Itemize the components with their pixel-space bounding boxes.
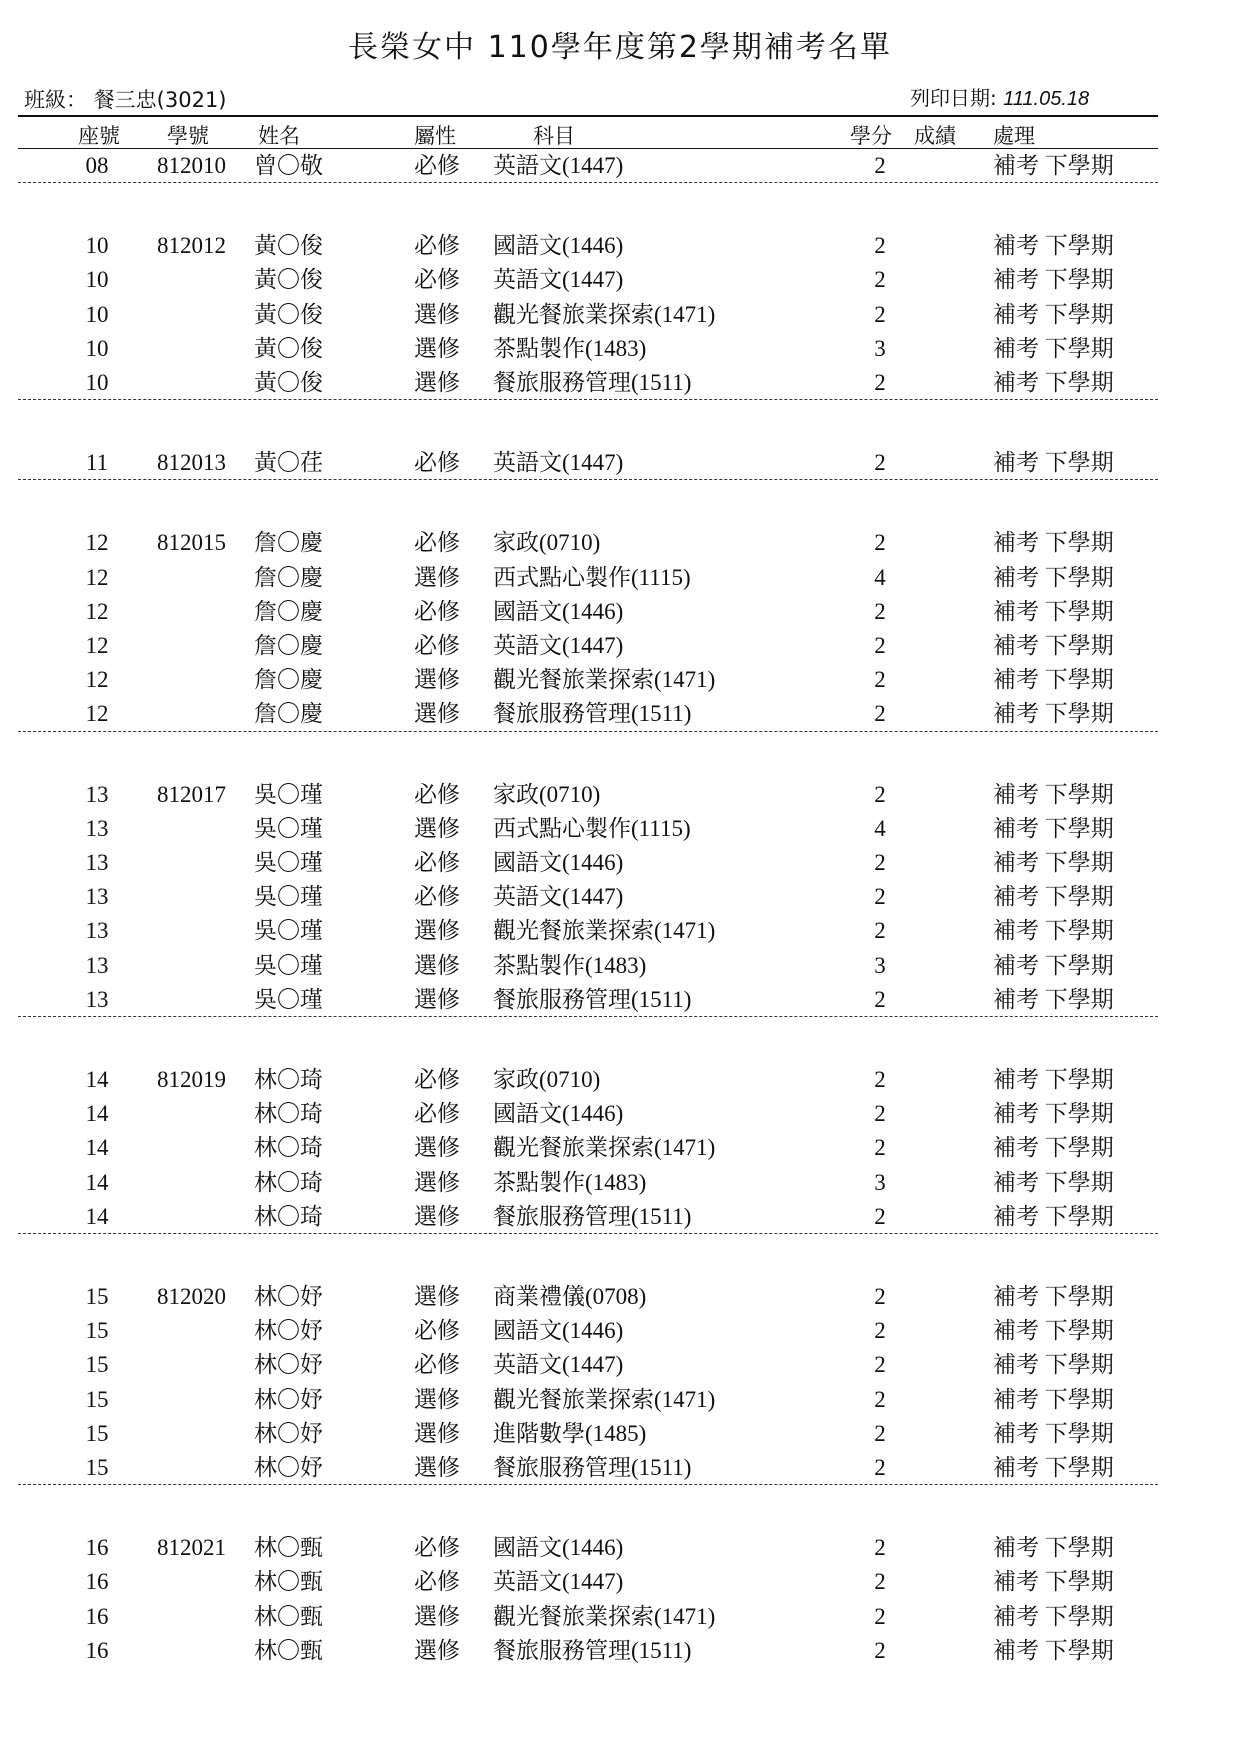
table-row	[0, 699, 1240, 729]
attribute-cell: 必修	[414, 1352, 460, 1378]
name-cell: 林〇妤	[254, 1386, 323, 1412]
group-separator	[18, 182, 1158, 183]
subject-cell: 英語文(1447)	[493, 884, 624, 910]
name-cell: 林〇琦	[254, 1101, 323, 1127]
subject-cell: 餐旅服務管理(1511)	[493, 1203, 692, 1229]
attribute-cell: 必修	[414, 530, 460, 556]
seat-cell: 13	[85, 781, 109, 807]
credits-cell: 2	[874, 1135, 886, 1161]
attribute-cell: 必修	[414, 153, 460, 178]
table-row	[0, 1168, 1240, 1198]
header-seat: 座號	[78, 124, 120, 148]
seat-cell: 16	[85, 1569, 109, 1595]
credits-cell: 2	[874, 1067, 886, 1092]
subject-cell: 西式點心製作(1115)	[493, 564, 691, 590]
attribute-cell: 選修	[414, 1203, 460, 1229]
group-separator	[18, 1016, 1158, 1017]
subject-cell: 國語文(1446)	[493, 850, 624, 875]
name-cell: 吳〇瑾	[254, 781, 323, 807]
attribute-cell: 必修	[414, 884, 460, 910]
process-cell: 補考 下學期	[993, 450, 1114, 476]
table-row	[0, 814, 1240, 844]
seat-cell: 14	[85, 1203, 109, 1229]
table-row	[0, 563, 1240, 593]
header-bottom-rule	[18, 148, 1158, 149]
seat-cell: 10	[85, 335, 109, 361]
group-separator	[18, 479, 1158, 480]
seat-cell: 13	[85, 918, 109, 944]
table-row	[0, 448, 1240, 478]
subject-cell: 英語文(1447)	[493, 267, 624, 293]
group-separator	[18, 399, 1158, 400]
table-row	[0, 528, 1240, 558]
student-id-cell: 812010	[157, 153, 226, 178]
subject-cell: 觀光餐旅業探索(1471)	[493, 301, 716, 327]
group-separator	[18, 731, 1158, 732]
class-label: 班級： 餐三忠(3021)	[24, 88, 227, 112]
subject-cell: 餐旅服務管理(1511)	[493, 986, 692, 1012]
header-name: 姓名	[258, 124, 300, 148]
credits-cell: 2	[874, 701, 886, 727]
process-cell: 補考 下學期	[993, 1455, 1114, 1480]
name-cell: 林〇甄	[254, 1603, 323, 1629]
seat-cell: 12	[85, 564, 109, 590]
process-cell: 補考 下學期	[993, 1637, 1114, 1663]
process-cell: 補考 下學期	[993, 1535, 1114, 1561]
table-row	[0, 780, 1240, 810]
attribute-cell: 選修	[414, 918, 460, 944]
name-cell: 林〇甄	[254, 1637, 323, 1663]
table-row	[0, 1316, 1240, 1346]
credits-cell: 4	[874, 815, 886, 841]
credits-cell: 2	[874, 633, 886, 658]
page-title: 長榮女中 110學年度第2學期補考名單	[348, 30, 892, 65]
name-cell: 詹〇慶	[254, 564, 323, 590]
process-cell: 補考 下學期	[993, 153, 1114, 178]
table-row	[0, 665, 1240, 695]
credits-cell: 3	[874, 335, 886, 361]
seat-cell: 15	[85, 1420, 109, 1446]
student-id-cell: 812021	[157, 1535, 226, 1561]
subject-cell: 商業禮儀(0708)	[493, 1284, 647, 1309]
credits-cell: 2	[874, 918, 886, 944]
seat-cell: 14	[85, 1067, 109, 1092]
seat-cell: 16	[85, 1637, 109, 1663]
attribute-cell: 選修	[414, 1135, 460, 1161]
name-cell: 吳〇瑾	[254, 986, 323, 1012]
credits-cell: 3	[874, 1169, 886, 1195]
process-cell: 補考 下學期	[993, 1169, 1114, 1195]
subject-cell: 國語文(1446)	[493, 598, 624, 624]
name-cell: 林〇琦	[254, 1135, 323, 1161]
subject-cell: 西式點心製作(1115)	[493, 815, 691, 841]
seat-cell: 10	[85, 370, 109, 395]
process-cell: 補考 下學期	[993, 850, 1114, 875]
table-row	[0, 985, 1240, 1015]
table-row	[0, 1133, 1240, 1163]
process-cell: 補考 下學期	[993, 1603, 1114, 1629]
name-cell: 林〇妤	[254, 1284, 323, 1309]
credits-cell: 2	[874, 153, 886, 178]
attribute-cell: 選修	[414, 701, 460, 727]
name-cell: 林〇琦	[254, 1203, 323, 1229]
name-cell: 林〇琦	[254, 1169, 323, 1195]
seat-cell: 12	[85, 701, 109, 727]
process-cell: 補考 下學期	[993, 781, 1114, 807]
seat-cell: 11	[85, 450, 109, 476]
attribute-cell: 選修	[414, 1284, 460, 1309]
name-cell: 吳〇瑾	[254, 952, 323, 978]
table-row	[0, 368, 1240, 398]
table-row	[0, 848, 1240, 878]
subject-cell: 英語文(1447)	[493, 633, 624, 658]
table-row	[0, 1099, 1240, 1129]
subject-cell: 茶點製作(1483)	[493, 335, 647, 361]
table-row	[0, 1065, 1240, 1095]
header-attribute: 屬性	[414, 124, 456, 148]
process-cell: 補考 下學期	[993, 267, 1114, 293]
process-cell: 補考 下學期	[993, 701, 1114, 727]
seat-cell: 10	[85, 267, 109, 293]
credits-cell: 2	[874, 1603, 886, 1629]
credits-cell: 2	[874, 267, 886, 293]
attribute-cell: 必修	[414, 1535, 460, 1561]
table-row	[0, 334, 1240, 364]
group-separator	[18, 1233, 1158, 1234]
attribute-cell: 選修	[414, 1603, 460, 1629]
table-row	[0, 1602, 1240, 1632]
credits-cell: 2	[874, 781, 886, 807]
seat-cell: 14	[85, 1135, 109, 1161]
name-cell: 吳〇瑾	[254, 815, 323, 841]
credits-cell: 2	[874, 1535, 886, 1561]
subject-cell: 觀光餐旅業探索(1471)	[493, 1135, 716, 1161]
seat-cell: 10	[85, 301, 109, 327]
table-row	[0, 231, 1240, 261]
attribute-cell: 必修	[414, 633, 460, 658]
seat-cell: 16	[85, 1535, 109, 1561]
process-cell: 補考 下學期	[993, 1284, 1114, 1309]
process-cell: 補考 下學期	[993, 1067, 1114, 1092]
seat-cell: 15	[85, 1284, 109, 1309]
process-cell: 補考 下學期	[993, 884, 1114, 910]
name-cell: 黃〇俊	[254, 370, 323, 395]
group-separator	[18, 1484, 1158, 1485]
name-cell: 林〇妤	[254, 1318, 323, 1344]
credits-cell: 2	[874, 301, 886, 327]
subject-cell: 英語文(1447)	[493, 153, 624, 178]
table-row	[0, 300, 1240, 330]
attribute-cell: 必修	[414, 267, 460, 293]
table-row	[0, 597, 1240, 627]
credits-cell: 2	[874, 450, 886, 476]
process-cell: 補考 下學期	[993, 370, 1114, 395]
attribute-cell: 選修	[414, 370, 460, 395]
table-header	[0, 120, 1240, 148]
student-id-cell: 812013	[157, 450, 226, 476]
seat-cell: 13	[85, 952, 109, 978]
subject-cell: 觀光餐旅業探索(1471)	[493, 1386, 716, 1412]
subject-cell: 餐旅服務管理(1511)	[493, 1637, 692, 1663]
subject-cell: 家政(0710)	[493, 1067, 601, 1092]
credits-cell: 2	[874, 986, 886, 1012]
attribute-cell: 必修	[414, 233, 460, 259]
header-top-rule	[18, 115, 1158, 117]
header-credits: 學分	[850, 124, 892, 148]
subject-cell: 餐旅服務管理(1511)	[493, 701, 692, 727]
name-cell: 詹〇慶	[254, 633, 323, 658]
print-date-label: 列印日期:	[910, 86, 997, 110]
process-cell: 補考 下學期	[993, 986, 1114, 1012]
name-cell: 黃〇荏	[254, 450, 323, 476]
name-cell: 詹〇慶	[254, 701, 323, 727]
header-subject: 科目	[533, 124, 575, 148]
seat-cell: 13	[85, 850, 109, 875]
name-cell: 黃〇俊	[254, 301, 323, 327]
attribute-cell: 必修	[414, 1569, 460, 1595]
credits-cell: 2	[874, 850, 886, 875]
subject-cell: 國語文(1446)	[493, 233, 624, 259]
attribute-cell: 選修	[414, 1455, 460, 1480]
attribute-cell: 選修	[414, 1420, 460, 1446]
print-date	[910, 82, 1089, 111]
process-cell: 補考 下學期	[993, 952, 1114, 978]
seat-cell: 14	[85, 1169, 109, 1195]
attribute-cell: 必修	[414, 1101, 460, 1127]
seat-cell: 12	[85, 667, 109, 693]
attribute-cell: 選修	[414, 1169, 460, 1195]
process-cell: 補考 下學期	[993, 598, 1114, 624]
table-row	[0, 1636, 1240, 1666]
subject-cell: 餐旅服務管理(1511)	[493, 370, 692, 395]
process-cell: 補考 下學期	[993, 1203, 1114, 1229]
name-cell: 黃〇俊	[254, 335, 323, 361]
credits-cell: 2	[874, 233, 886, 259]
credits-cell: 2	[874, 1101, 886, 1127]
seat-cell: 10	[85, 233, 109, 259]
subject-cell: 餐旅服務管理(1511)	[493, 1455, 692, 1480]
credits-cell: 3	[874, 952, 886, 978]
attribute-cell: 必修	[414, 1067, 460, 1092]
attribute-cell: 選修	[414, 301, 460, 327]
attribute-cell: 選修	[414, 986, 460, 1012]
name-cell: 林〇妤	[254, 1420, 323, 1446]
name-cell: 吳〇瑾	[254, 850, 323, 875]
student-id-cell: 812015	[157, 530, 226, 556]
credits-cell: 2	[874, 1420, 886, 1446]
credits-cell: 2	[874, 370, 886, 395]
subject-cell: 茶點製作(1483)	[493, 952, 647, 978]
seat-cell: 15	[85, 1318, 109, 1344]
seat-cell: 12	[85, 530, 109, 556]
subject-cell: 觀光餐旅業探索(1471)	[493, 918, 716, 944]
process-cell: 補考 下學期	[993, 1318, 1114, 1344]
name-cell: 黃〇俊	[254, 233, 323, 259]
name-cell: 林〇妤	[254, 1455, 323, 1480]
name-cell: 林〇妤	[254, 1352, 323, 1378]
credits-cell: 2	[874, 530, 886, 556]
name-cell: 吳〇瑾	[254, 884, 323, 910]
table-row	[0, 265, 1240, 295]
subject-cell: 家政(0710)	[493, 781, 601, 807]
seat-cell: 14	[85, 1101, 109, 1127]
table-row	[0, 1385, 1240, 1415]
process-cell: 補考 下學期	[993, 1420, 1114, 1446]
name-cell: 曾〇敬	[254, 153, 323, 178]
student-id-cell: 812020	[157, 1284, 226, 1309]
table-row	[0, 951, 1240, 981]
process-cell: 補考 下學期	[993, 530, 1114, 556]
process-cell: 補考 下學期	[993, 1569, 1114, 1595]
subject-cell: 觀光餐旅業探索(1471)	[493, 667, 716, 693]
header-process: 處理	[993, 124, 1035, 148]
credits-cell: 2	[874, 1569, 886, 1595]
table-row	[0, 916, 1240, 946]
process-cell: 補考 下學期	[993, 633, 1114, 658]
process-cell: 補考 下學期	[993, 301, 1114, 327]
name-cell: 吳〇瑾	[254, 918, 323, 944]
attribute-cell: 必修	[414, 781, 460, 807]
table-row	[0, 1419, 1240, 1449]
credits-cell: 2	[874, 884, 886, 910]
process-cell: 補考 下學期	[993, 1352, 1114, 1378]
seat-cell: 15	[85, 1386, 109, 1412]
table-row	[0, 1350, 1240, 1380]
name-cell: 詹〇慶	[254, 530, 323, 556]
credits-cell: 2	[874, 1352, 886, 1378]
process-cell: 補考 下學期	[993, 1386, 1114, 1412]
attribute-cell: 選修	[414, 1386, 460, 1412]
attribute-cell: 選修	[414, 335, 460, 361]
subject-cell: 英語文(1447)	[493, 450, 624, 476]
seat-cell: 08	[85, 153, 109, 178]
attribute-cell: 必修	[414, 450, 460, 476]
student-id-cell: 812019	[157, 1067, 226, 1092]
name-cell: 林〇甄	[254, 1535, 323, 1561]
subject-cell: 國語文(1446)	[493, 1535, 624, 1561]
student-id-cell: 812017	[157, 781, 226, 807]
credits-cell: 2	[874, 1318, 886, 1344]
table-row	[0, 631, 1240, 661]
seat-cell: 16	[85, 1603, 109, 1629]
subject-cell: 英語文(1447)	[493, 1569, 624, 1595]
subject-cell: 國語文(1446)	[493, 1101, 624, 1127]
credits-cell: 2	[874, 1386, 886, 1412]
attribute-cell: 選修	[414, 815, 460, 841]
table-row	[0, 882, 1240, 912]
table-row	[0, 1533, 1240, 1563]
process-cell: 補考 下學期	[993, 1135, 1114, 1161]
seat-cell: 13	[85, 884, 109, 910]
name-cell: 詹〇慶	[254, 667, 323, 693]
seat-cell: 12	[85, 598, 109, 624]
table-row	[0, 151, 1240, 181]
credits-cell: 2	[874, 667, 886, 693]
credits-cell: 2	[874, 1637, 886, 1663]
subject-cell: 觀光餐旅業探索(1471)	[493, 1603, 716, 1629]
attribute-cell: 選修	[414, 564, 460, 590]
subject-cell: 英語文(1447)	[493, 1352, 624, 1378]
print-date-value: 111.05.18	[1003, 88, 1090, 110]
name-cell: 黃〇俊	[254, 267, 323, 293]
credits-cell: 4	[874, 564, 886, 590]
name-cell: 詹〇慶	[254, 598, 323, 624]
name-cell: 林〇琦	[254, 1067, 323, 1092]
process-cell: 補考 下學期	[993, 335, 1114, 361]
subject-cell: 茶點製作(1483)	[493, 1169, 647, 1195]
process-cell: 補考 下學期	[993, 564, 1114, 590]
subject-cell: 家政(0710)	[493, 530, 601, 556]
table-row	[0, 1453, 1240, 1483]
seat-cell: 12	[85, 633, 109, 658]
subject-cell: 國語文(1446)	[493, 1318, 624, 1344]
process-cell: 補考 下學期	[993, 1101, 1114, 1127]
attribute-cell: 選修	[414, 1637, 460, 1663]
process-cell: 補考 下學期	[993, 815, 1114, 841]
seat-cell: 15	[85, 1455, 109, 1480]
seat-cell: 13	[85, 986, 109, 1012]
name-cell: 林〇甄	[254, 1569, 323, 1595]
process-cell: 補考 下學期	[993, 918, 1114, 944]
table-row	[0, 1202, 1240, 1232]
credits-cell: 2	[874, 1203, 886, 1229]
seat-cell: 13	[85, 815, 109, 841]
attribute-cell: 選修	[414, 667, 460, 693]
student-id-cell: 812012	[157, 233, 226, 259]
subject-cell: 進階數學(1485)	[493, 1420, 647, 1446]
attribute-cell: 必修	[414, 1318, 460, 1344]
header-score: 成績	[914, 124, 956, 148]
seat-cell: 15	[85, 1352, 109, 1378]
table-row	[0, 1567, 1240, 1597]
credits-cell: 2	[874, 598, 886, 624]
credits-cell: 2	[874, 1455, 886, 1480]
table-row	[0, 1282, 1240, 1312]
attribute-cell: 必修	[414, 598, 460, 624]
attribute-cell: 選修	[414, 952, 460, 978]
credits-cell: 2	[874, 1284, 886, 1309]
header-student-id: 學號	[167, 124, 209, 148]
attribute-cell: 必修	[414, 850, 460, 875]
process-cell: 補考 下學期	[993, 667, 1114, 693]
process-cell: 補考 下學期	[993, 233, 1114, 259]
